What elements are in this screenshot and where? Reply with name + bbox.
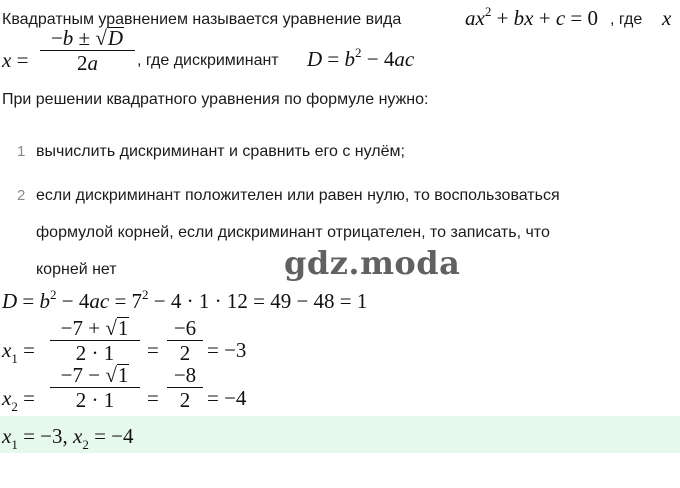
x2-fraction-1: −7 − √1 2 · 1 [50,363,140,412]
x2-fraction-2: −8 2 [167,363,203,412]
root-formula-fraction: −b ± √D 2a [40,26,135,75]
x2-lhs: $x_2$ = [2,386,35,414]
discriminant-calculation: $D = b^2 - 4ac = 7^2 - 4 \cdot 1 \cdot 12 = 49 - 48 = 1$ [2,287,368,313]
general-form-equation: $ax^2$ + bx + c = 0 [465,4,599,30]
x1-fraction-1: −7 + √1 2 · 1 [50,316,140,365]
step-1-number: 1 [17,143,26,160]
x1-equals: = [147,338,159,362]
step-2-text-line-3: корней нет [36,261,117,278]
step-2-number: 2 [17,187,26,204]
x1-fraction-2: −6 2 [167,316,203,365]
step-2-text-line-1: если дискриминант положителен или равен нулю, то воспользоваться [36,187,560,204]
discriminant-formula: $D = b^2 - 4ac$ [307,45,415,71]
where-text: , где [610,11,643,28]
procedure-intro: При решении квадратного уравнения по формуле нужно: [2,91,429,108]
x-variable: x [662,6,672,30]
step-2-text-line-2: формулой корней, если дискриминант отрицателен, то записать, что [36,224,550,241]
watermark-logo: gdz.moda [284,244,461,282]
discriminant-label: , где дискриминант [137,52,279,69]
x1-lhs: $x_1$ = [2,338,35,366]
step-1-text: вычислить дискриминант и сравнить его с нулём; [36,143,405,160]
answer-line: $x_1 = -3$, $x_2 = -4$ [2,424,134,452]
definition-text: Квадратным уравнением называется уравнение вида [2,11,402,28]
x2-equals: = [147,386,159,410]
x1-result: = −3 [207,338,247,362]
root-formula-lhs: x = [2,48,29,72]
x2-result: = −4 [207,386,247,410]
